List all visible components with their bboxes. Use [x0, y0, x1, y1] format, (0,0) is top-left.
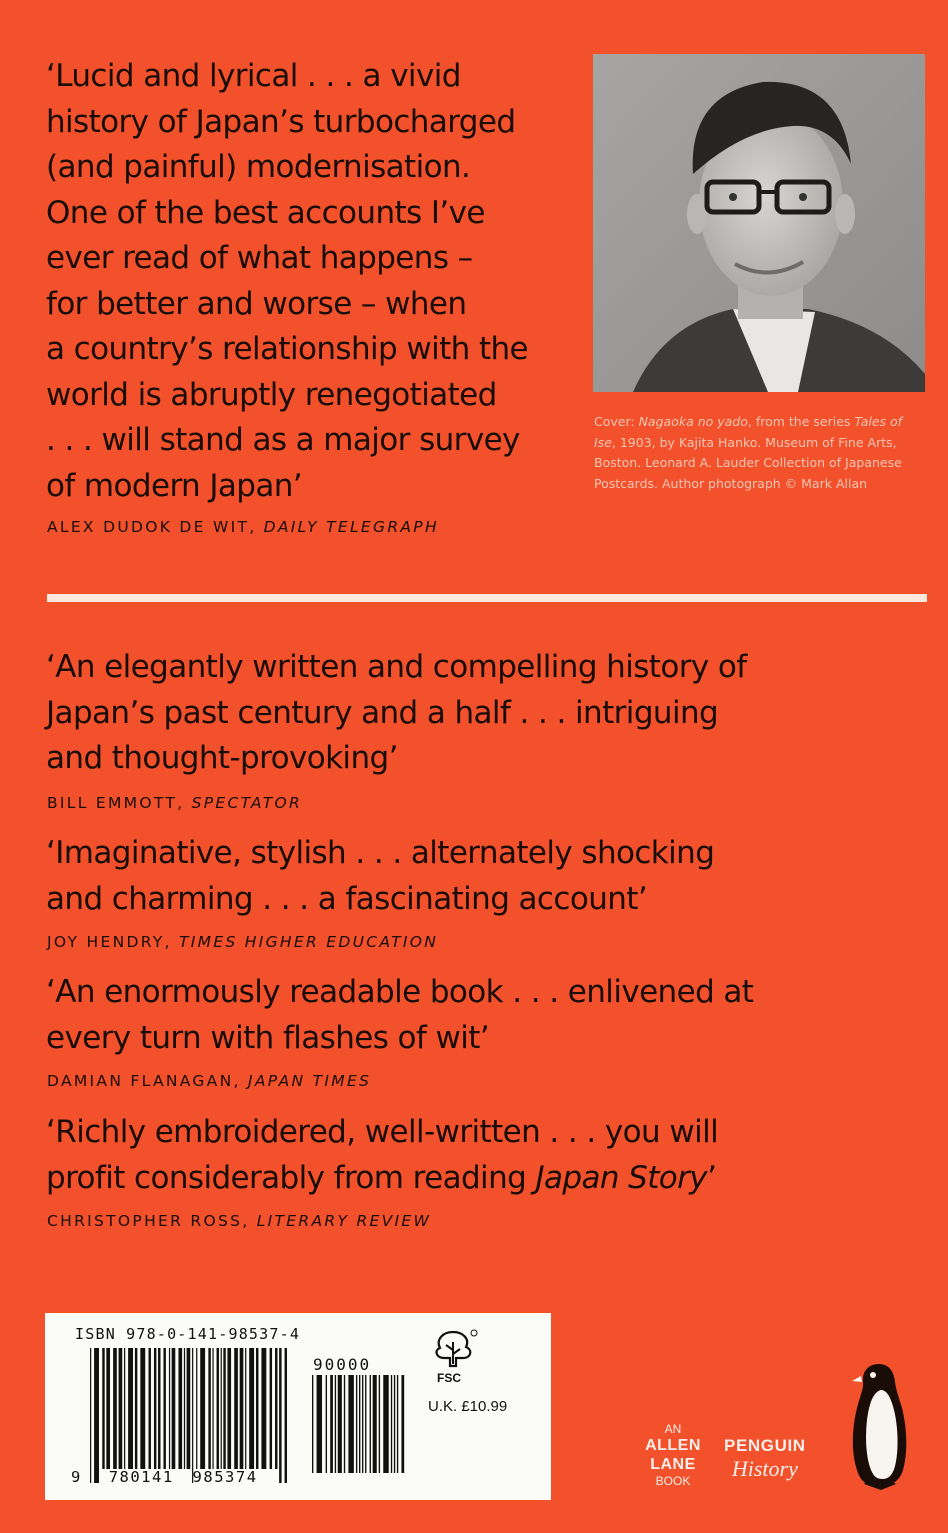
- cover-credit-caption: [594, 412, 914, 494]
- barcode-bar: [140, 1348, 145, 1469]
- barcode-bar: [169, 1348, 170, 1469]
- barcode-bar: [223, 1348, 225, 1469]
- section-divider: [47, 594, 927, 602]
- quote-line: ‘An elegantly written and compelling history of: [46, 649, 747, 685]
- quote-5: [46, 1110, 718, 1201]
- attribution-publication: DAILY TELEGRAPH: [263, 518, 439, 536]
- barcode-bar: [261, 1348, 266, 1469]
- penguin-logo-icon: [851, 1360, 909, 1492]
- quote-3: [46, 831, 714, 922]
- quote-line: One of the best accounts I’ve: [46, 194, 485, 231]
- imprint-allen: ALLEN: [645, 1437, 701, 1454]
- barcode-bar: [249, 1348, 254, 1469]
- quote-line: and thought-provoking’: [46, 740, 398, 776]
- barcode-bar: [192, 1348, 193, 1483]
- isbn-label: ISBN 978-0-141-98537-4: [75, 1325, 301, 1343]
- barcode-bar: [94, 1348, 99, 1483]
- quote-4: [46, 970, 753, 1061]
- barcode-bar: [124, 1348, 125, 1469]
- barcode-bar: [245, 1348, 246, 1469]
- quote-line: ‘An enormously readable book . . . enlivened at: [46, 974, 754, 1010]
- barcode-bar: [234, 1348, 238, 1469]
- barcode-bar: [208, 1348, 210, 1469]
- quote-line: for better and worse – when: [46, 285, 467, 322]
- barcode-bar: [379, 1375, 380, 1473]
- quote-line: [46, 1156, 718, 1202]
- barcode-bar: [163, 1348, 165, 1469]
- barcode-bar: [397, 1375, 398, 1473]
- imprint-book: BOOK: [655, 1474, 691, 1488]
- quote-line: ‘Lucid and lyrical . . . a vivid: [46, 58, 461, 94]
- imprint-an: AN: [664, 1422, 682, 1436]
- quote-5-attribution: [47, 1212, 431, 1230]
- barcode-bar: [178, 1348, 182, 1469]
- barcode-bar: [359, 1375, 360, 1473]
- barcode-bar: [227, 1348, 231, 1469]
- caption-mid: , from the series: [747, 414, 855, 429]
- quote-line-text: profit considerably from reading: [46, 1159, 536, 1196]
- attribution-publication: SPECTATOR: [191, 794, 303, 812]
- barcode-bar: [330, 1375, 333, 1473]
- attribution-author: CHRISTOPHER ROSS,: [47, 1212, 250, 1230]
- price-label: U.K. £10.99: [428, 1398, 508, 1415]
- quote-line: every turn with flashes of wit’: [46, 1019, 490, 1056]
- quote-line: ever read of what happens –: [46, 240, 473, 276]
- penguin-history-imprint: [724, 1436, 806, 1482]
- barcode-bar: [270, 1348, 272, 1469]
- barcode-bar: [338, 1375, 342, 1473]
- fsc-label: FSC: [437, 1371, 461, 1385]
- attribution-author: ALEX DUDOK DE WIT,: [47, 518, 257, 536]
- quote-line: and charming . . . a fascinating account’: [46, 880, 648, 917]
- barcode-bar: [401, 1375, 404, 1473]
- attribution-author: DAMIAN FLANAGAN,: [47, 1072, 241, 1090]
- barcode-bar: [356, 1375, 357, 1473]
- barcode-bar: [106, 1348, 110, 1469]
- barcode-bar: [90, 1348, 91, 1483]
- attribution-publication: JAPAN TIMES: [247, 1072, 372, 1090]
- barcode-bar: [217, 1348, 219, 1469]
- barcode-bar: [212, 1348, 213, 1469]
- quote-line: history of Japan’s turbocharged: [46, 103, 516, 140]
- barcode-bar: [391, 1375, 392, 1473]
- barcode-panel: [45, 1313, 551, 1500]
- ean-barcode: [90, 1348, 290, 1483]
- fsc-tree-icon: [428, 1328, 478, 1368]
- barcode-bar: [317, 1375, 322, 1473]
- barcode-bar: [275, 1348, 277, 1469]
- quote-line: (and painful) modernisation.: [46, 149, 471, 185]
- barcode-bar: [102, 1348, 104, 1469]
- quote-line: of modern Japan’: [46, 467, 303, 504]
- imprint-series: History: [731, 1456, 798, 1481]
- barcode-bar: [113, 1348, 117, 1469]
- barcode-bar: [279, 1348, 281, 1483]
- barcode-bar: [158, 1348, 160, 1469]
- barcode-bar: [348, 1375, 353, 1473]
- barcode-bar: [394, 1375, 395, 1473]
- barcode-bar: [370, 1375, 371, 1473]
- barcode-bar: [365, 1375, 366, 1473]
- barcode-bar: [149, 1348, 151, 1469]
- quote-1: [46, 54, 528, 509]
- barcode-bar: [285, 1348, 287, 1483]
- barcode-bar: [135, 1348, 137, 1469]
- attribution-author: BILL EMMOTT,: [47, 794, 185, 812]
- author-photo: [593, 54, 925, 392]
- ean-left-group: 780141: [108, 1468, 174, 1486]
- quote-2: [46, 645, 747, 782]
- book-title: Japan Story: [535, 1159, 708, 1196]
- author-portrait-image: [593, 54, 925, 392]
- barcode-bar: [200, 1348, 205, 1469]
- attribution-publication: LITERARY REVIEW: [256, 1212, 432, 1230]
- ean-first-digit: 9: [71, 1468, 82, 1486]
- caption-series: Tales of Ise: [594, 414, 903, 450]
- barcode-bar: [344, 1375, 345, 1473]
- barcode-bar: [119, 1348, 123, 1469]
- barcode-bar: [196, 1348, 197, 1469]
- barcode-bar: [373, 1375, 377, 1473]
- quote-line: ‘Imaginative, stylish . . . alternately shocking: [46, 835, 715, 871]
- barcode-bar: [362, 1375, 363, 1473]
- imprint-penguin: PENGUIN: [724, 1436, 806, 1455]
- ean-right-group: 985374: [192, 1468, 258, 1486]
- quote-4-attribution: [47, 1072, 371, 1090]
- addon-barcode: [312, 1375, 406, 1487]
- quote-1-attribution: [47, 518, 439, 536]
- attribution-publication: TIMES HIGHER EDUCATION: [179, 933, 439, 951]
- quote-3-attribution: [47, 933, 438, 951]
- barcode-bar: [240, 1348, 244, 1469]
- quote-line: Japan’s past century and a half . . . intriguing: [46, 694, 719, 731]
- quote-line: world is abruptly renegotiated: [46, 376, 497, 413]
- barcode-bar: [221, 1348, 222, 1469]
- barcode-bar: [383, 1375, 388, 1473]
- quote-close: ’: [707, 1159, 717, 1196]
- barcode-bar: [128, 1348, 133, 1469]
- price-code: 90000: [313, 1355, 372, 1374]
- barcode-bar: [154, 1348, 156, 1469]
- imprint-lane: LANE: [650, 1456, 696, 1473]
- barcode-bar: [326, 1375, 327, 1473]
- barcode-bar: [187, 1348, 191, 1469]
- caption-artwork-title: Nagaoka no yado: [638, 414, 748, 429]
- barcode-bar: [335, 1375, 336, 1473]
- barcode-bar: [312, 1375, 313, 1473]
- caption-rest: , 1903, by Kajita Hanko. Museum of Fine Arts, Boston. Leonard A. Lauder Collection of Japanese Postcards. Author photograph © Mark Allan: [594, 434, 902, 491]
- barcode-bar: [184, 1348, 185, 1469]
- quote-line: a country’s relationship with the: [46, 331, 529, 367]
- quote-line: ‘Richly embroidered, well-written . . . you will: [46, 1114, 719, 1150]
- quote-2-attribution: [47, 794, 302, 812]
- caption-prefix: Cover:: [594, 414, 639, 429]
- barcode-bar: [172, 1348, 176, 1469]
- attribution-author: JOY HENDRY,: [47, 933, 172, 951]
- ean-digits: [71, 1468, 258, 1486]
- barcode-bar: [256, 1348, 258, 1469]
- allen-lane-imprint: [637, 1422, 709, 1488]
- quote-line: . . . will stand as a major survey: [46, 422, 520, 458]
